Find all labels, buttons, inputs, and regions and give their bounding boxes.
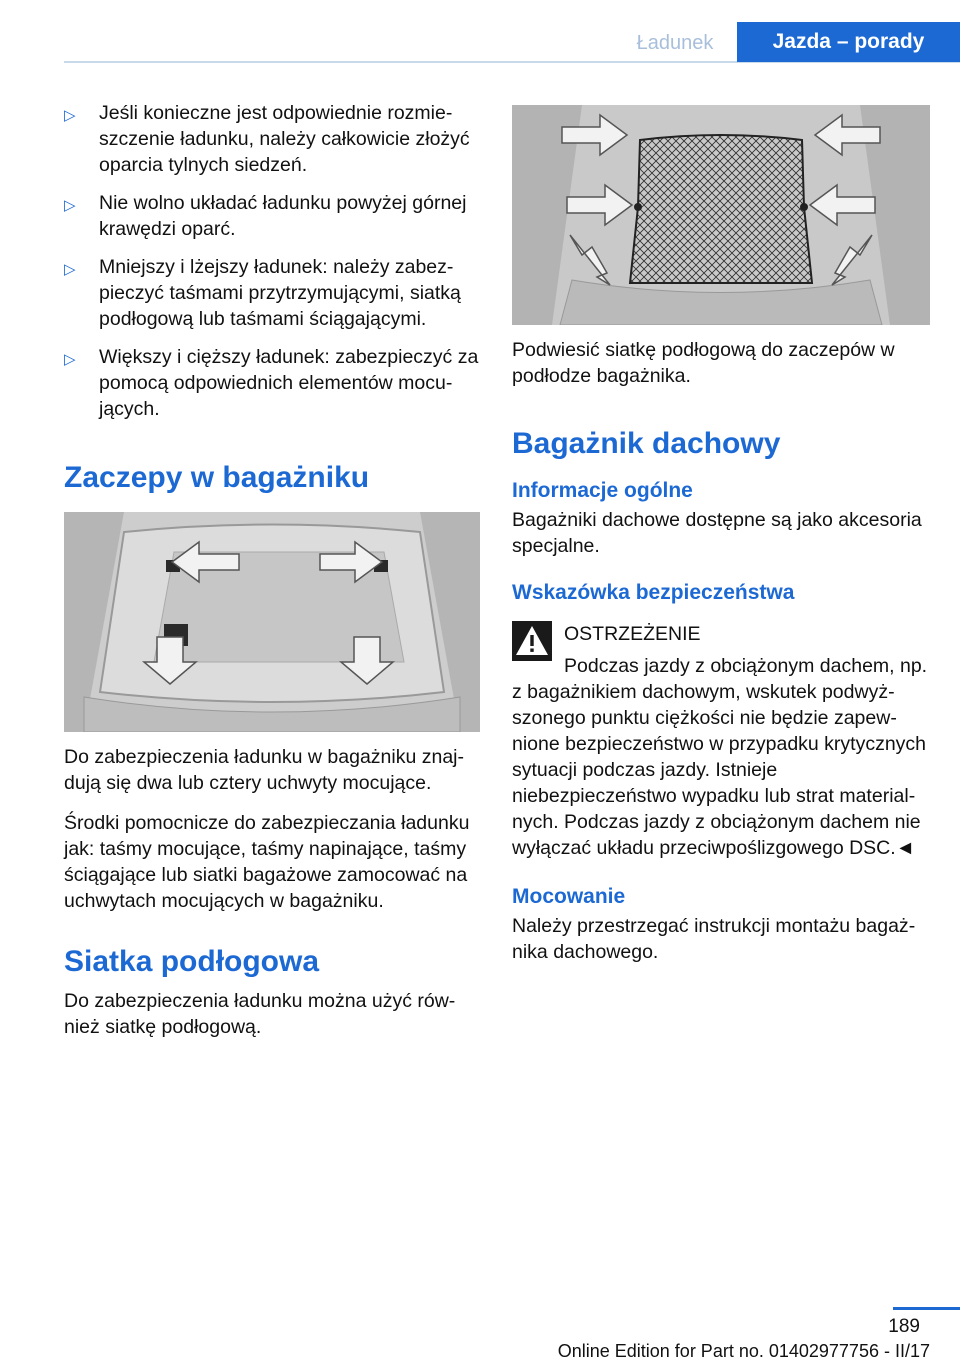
siatka-paragraph: Do zabezpieczenia ładunku można użyć również siatkę podłogową. [64,990,456,1038]
list-item [64,254,480,332]
triangle-right-icon: ▷ [64,197,76,214]
warning-text: Podczas jazdy z obciążonym dachem, np. z bagażnikiem dachowym, wskutek podwyższonego punktu ciężkości nie będzie zapewnione bezpieczeństwo w przypadku krytycznych sytuacji podczas jazdy. Istnieje niebezpieczeństwo wypadku lub strat materialnych. Podczas jazdy z obciążonym dachem nie wyłączać układu przeciwpoślizgowego DSC.◄ [512,655,928,859]
edition-line: Online Edition for Part no. 01402977756 - II/17 [557,1341,930,1361]
list-item [64,190,480,242]
roof-heading: Bagażnik dachowy [512,427,781,460]
footer-rule [893,1307,960,1310]
list-item [64,344,480,422]
right-column [512,105,930,965]
header-section: Ładunek [636,32,714,54]
page-number: 189 [888,1316,920,1337]
triangle-right-icon: ▷ [64,107,76,124]
zaczepy-paragraph-1: Do zabezpieczenia ładunku w bagażniku znajdują się dwa lub cztery uchwyty mocujące. [64,746,465,794]
bullet-text: Mniejszy i lżejszy ładunek: należy zabezpieczyć taśmami przytrzymującymi, siatką podłogową lub taśmami ściągającymi. [99,256,461,330]
info-heading: Informacje ogólne [512,479,693,502]
info-paragraph: Bagażniki dachowe dostępne są jako akcesoria specjalne. [512,509,922,557]
header-tab: Jazda – porady [737,22,960,62]
warning-box [512,621,930,861]
bullet-text: Większy i cięższy ładunek: zabezpieczyć za pomocą odpowiednich elementów mocujących. [99,346,479,420]
zaczepy-paragraph-2: Środki pomocnicze do zabezpieczania ładunku jak: taśmy mocujące, taśmy napinające, taśmy ściągające lub siatki bagażowe zamocować na uchwytach mocujących w bagażniku. [64,812,470,912]
mount-paragraph: Należy przestrzegać instrukcji montażu bagażnika dachowego. [512,915,916,963]
bullet-list [64,100,480,422]
left-column [64,100,480,1040]
triangle-right-icon: ▷ [64,351,76,368]
bullet-text: Nie wolno układać ładunku powyżej górnej krawędzi oparć. [99,192,467,240]
net-caption: Podwiesić siatkę podłogową do zaczepów w podłodze bagażnika. [512,339,895,387]
mount-heading: Mocowanie [512,885,626,908]
warning-triangle-icon [512,621,552,661]
warning-title: OSTRZEŻENIE [564,623,701,645]
floor-net-photo [512,105,930,325]
siatka-heading: Siatka podłogowa [64,945,320,978]
bullet-text: Jeśli konieczne jest odpowiednie rozmieszczenie ładunku, należy całkowicie złożyć oparcia tylnych siedzeń. [99,102,470,176]
zaczepy-heading: Zaczepy w bagażniku [64,461,370,494]
list-item [64,100,480,178]
triangle-right-icon: ▷ [64,261,76,278]
safety-heading: Wskazówka bezpieczeństwa [512,581,795,604]
trunk-hooks-photo [64,512,480,732]
